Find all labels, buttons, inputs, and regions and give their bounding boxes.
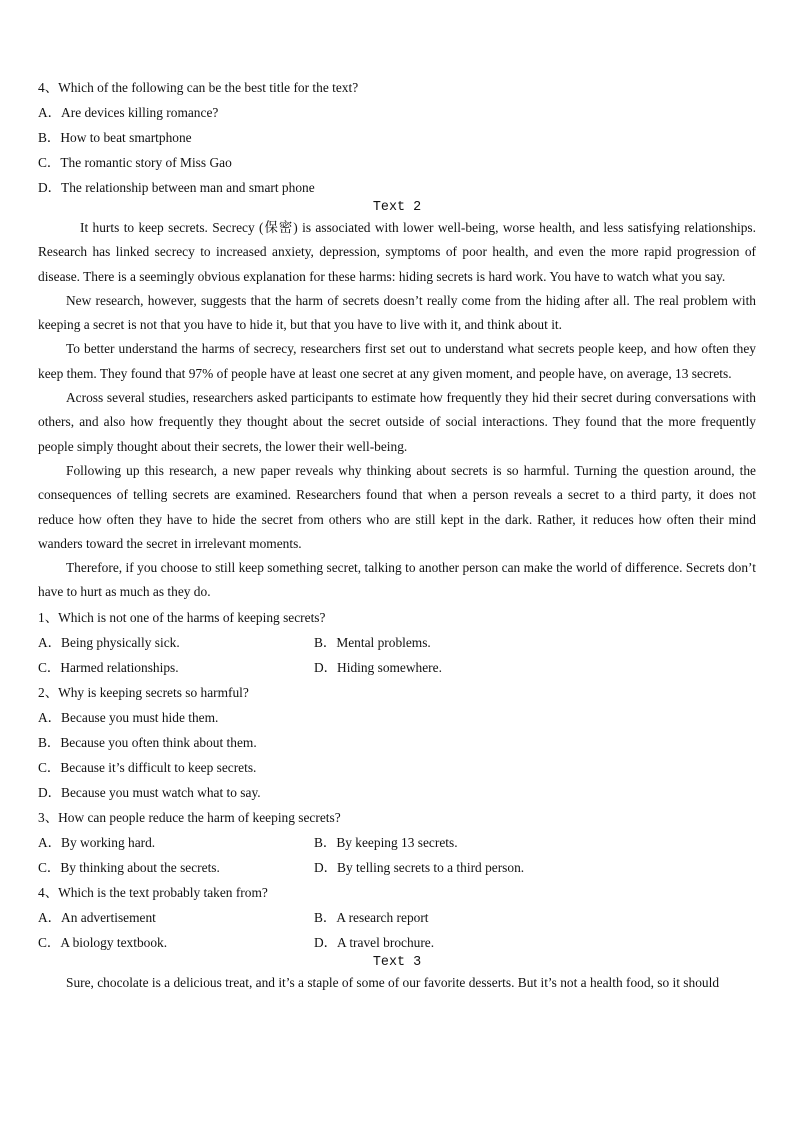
option-b: B．Because you often think about them. — [38, 734, 257, 750]
question-text: 3、How can people reduce the harm of keeping secrets? — [38, 809, 341, 825]
text2-question-4 — [38, 880, 756, 955]
text2-passage — [38, 216, 756, 605]
option-a: A．By working hard. — [38, 834, 156, 850]
text2-paragraph-3: To better understand the harms of secrecy, researchers first set out to understand what secrets people keep, and how often they keep them. They found that 97% of people have at least one secret at any given moment, and people have, on average, 13 secrets. — [38, 341, 756, 381]
text2-paragraph-6: Therefore, if you choose to still keep something secret, talking to another person can make the world of difference. Secrets don’t have to hurt as much as they do. — [38, 560, 756, 600]
option-a: A．Because you must hide them. — [38, 709, 219, 725]
text3-heading: Text 3 — [372, 954, 422, 970]
text1-question-4 — [38, 75, 756, 200]
question-text: 2、Why is keeping secrets so harmful? — [38, 684, 249, 700]
option-b: B．A research report — [314, 909, 429, 925]
option-d: D．A travel brochure. — [314, 934, 435, 950]
option-b: B．How to beat smartphone — [38, 130, 192, 145]
text2-paragraph-2: New research, however, suggests that the harm of secrets doesn’t really come from the hiding after all. The real problem with keeping a secret is not that you have to hide it, but that you have to live with it, and think about it. — [38, 292, 756, 333]
text2-question-1 — [38, 605, 756, 680]
option-c: C．The romantic story of Miss Gao — [38, 155, 232, 170]
option-d: D．Because you must watch what to say. — [38, 784, 261, 800]
question-text: 4、Which of the following can be the best title for the text? — [38, 80, 359, 95]
option-b: B．Mental problems. — [314, 634, 431, 650]
option-d: D．The relationship between man and smart phone — [38, 180, 315, 195]
text2-question-2 — [38, 680, 756, 805]
option-c: C．By thinking about the secrets. — [38, 859, 220, 875]
document-page — [38, 75, 756, 995]
option-d: D．Hiding somewhere. — [314, 659, 442, 675]
option-c: C．A biology textbook. — [38, 934, 168, 950]
option-c: C．Because it’s difficult to keep secrets. — [38, 759, 257, 775]
text2-question-3 — [38, 805, 756, 880]
question-text: 4、Which is the text probably taken from? — [38, 884, 268, 900]
question-text: 1、Which is not one of the harms of keeping secrets? — [38, 609, 326, 625]
option-a: A．Being physically sick. — [38, 634, 180, 650]
text2-paragraph-4: Across several studies, researchers asked participants to estimate how frequently they hid their secret during conversations with others, and also how frequently they thought about the secret outside of social interactions. They found that the more frequently people simply thought about their secrets, the lower their well-being. — [38, 390, 756, 454]
option-a: A．Are devices killing romance? — [38, 105, 219, 120]
option-d: D．By telling secrets to a third person. — [314, 859, 525, 875]
text3-paragraph-1: Sure, chocolate is a delicious treat, and it’s a staple of some of our favorite desserts. But it’s not a health food, so it should — [66, 974, 720, 990]
option-c: C．Harmed relationships. — [38, 659, 179, 675]
option-a: A．An advertisement — [38, 909, 156, 925]
text2-paragraph-1: It hurts to keep secrets. Secrecy (保密) is associated with lower well-being, worse health, and less satisfying relationships. Research has linked secrecy to increased anxiety, depression, symptoms of poor health, and even the more rapid progression of disease. There is a seemingly obvious explanation for these harms: hiding secrets is hard work. You have to watch what you say. — [38, 220, 756, 284]
text2-paragraph-5: Following up this research, a new paper reveals why thinking about secrets is so harmful. Turning the question around, the consequences of telling secrets are examined. Researchers found that when a person reveals a secret to a third party, it does not reduce how often they have to hide the secret from others who are still kept in the dark. Rather, it reduces how often their mind wanders toward the secret in irrelevant moments. — [38, 462, 756, 551]
text2-heading: Text 2 — [372, 200, 422, 215]
option-b: B．By keeping 13 secrets. — [314, 834, 458, 850]
